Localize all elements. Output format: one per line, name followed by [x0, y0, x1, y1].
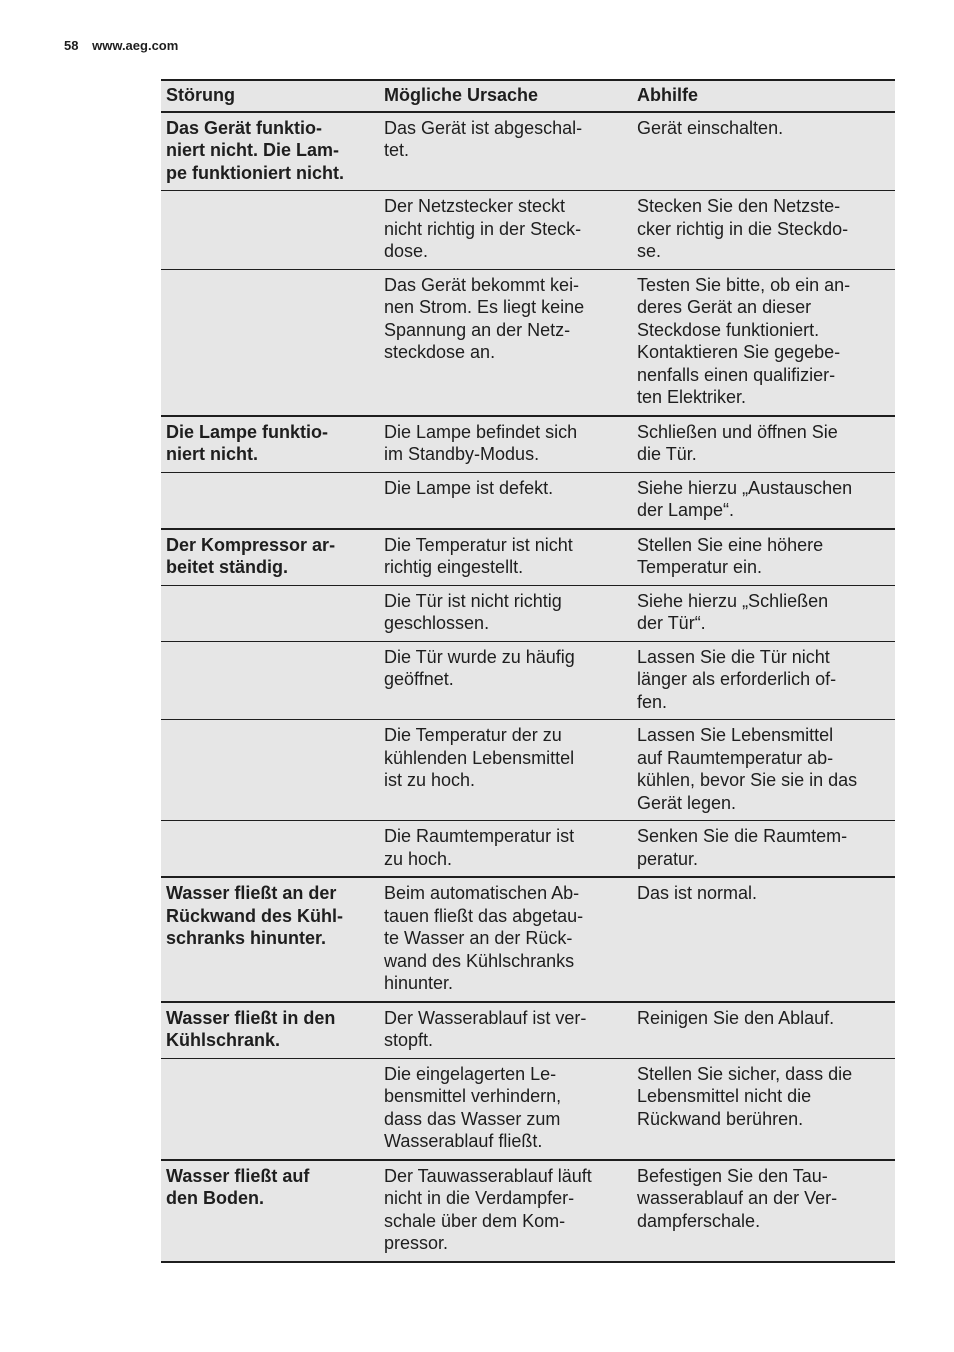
problem-line: den Boden.	[166, 1188, 264, 1208]
problem-cell	[161, 585, 379, 641]
cause-line: nicht in die Verdampfer-	[384, 1188, 575, 1208]
page-header	[64, 38, 178, 53]
cause-line: Die Raumtemperatur ist	[384, 826, 575, 846]
cause-line: hinunter.	[384, 973, 454, 993]
remedy-line: Schließen und öffnen Sie	[637, 421, 838, 442]
table-row	[161, 112, 895, 191]
cause-line: zu hoch.	[384, 848, 453, 869]
table-row	[161, 877, 895, 1002]
table-row	[161, 641, 895, 720]
remedy-cell	[632, 877, 895, 1002]
cause-line: kühlenden Lebensmittel	[384, 747, 575, 768]
problem-cell	[161, 720, 379, 821]
cause-line: wand des Kühlschranks	[384, 950, 575, 971]
problem-cell	[161, 1058, 379, 1160]
problem-cell	[161, 472, 379, 529]
cause-line: nen Strom. Es liegt keine	[384, 297, 585, 317]
cause-line: geschlossen.	[384, 613, 490, 633]
problem-line: beitet ständig.	[166, 557, 289, 577]
remedy-line: ten Elektriker.	[637, 387, 747, 407]
page-number: 58	[64, 38, 79, 53]
cause-cell	[379, 529, 632, 586]
table-row	[161, 585, 895, 641]
cause-cell	[379, 416, 632, 473]
remedy-cell	[632, 1160, 895, 1262]
cause-line: dose.	[384, 241, 429, 261]
cause-line: Der Netzstecker steckt	[384, 196, 566, 216]
cause-line: schale über dem Kom-	[384, 1210, 566, 1231]
cause-cell	[379, 1160, 632, 1262]
remedy-cell	[632, 585, 895, 641]
cause-cell	[379, 585, 632, 641]
cause-line: tet.	[384, 140, 410, 160]
cause-cell	[379, 720, 632, 821]
remedy-line: kühlen, bevor Sie sie in das	[637, 770, 858, 790]
column-header-cause: Mögliche Ursache	[379, 80, 632, 112]
cause-line: te Wasser an der Rück-	[384, 928, 573, 948]
cause-line: im Standby-Modus.	[384, 444, 540, 464]
problem-line: Kühlschrank.	[166, 1030, 281, 1050]
remedy-line: Kontaktieren Sie gegebe-	[637, 342, 841, 362]
cause-line: bensmittel verhindern,	[384, 1086, 562, 1106]
remedy-line: Reinigen Sie den Ablauf.	[637, 1007, 835, 1028]
problem-cell	[161, 416, 379, 473]
troubleshooting-table	[161, 79, 895, 1263]
table-row	[161, 1160, 895, 1262]
remedy-line: Temperatur ein.	[637, 557, 763, 577]
cause-line: steckdose an.	[384, 342, 496, 362]
remedy-cell	[632, 1002, 895, 1059]
table-row	[161, 191, 895, 270]
table-row	[161, 821, 895, 878]
problem-line: Wasser fließt in den	[166, 1007, 336, 1028]
problem-cell	[161, 641, 379, 720]
remedy-cell	[632, 416, 895, 473]
cause-line: Die eingelagerten Le-	[384, 1063, 557, 1084]
problem-cell	[161, 529, 379, 586]
remedy-cell	[632, 472, 895, 529]
cause-line: Die Temperatur der zu	[384, 725, 562, 745]
remedy-cell	[632, 641, 895, 720]
remedy-line: Siehe hierzu „Schließen	[637, 590, 829, 611]
cause-line: geöffnet.	[384, 669, 454, 689]
remedy-line: deres Gerät an dieser	[637, 297, 812, 317]
problem-cell	[161, 1160, 379, 1262]
remedy-cell	[632, 191, 895, 270]
cause-cell	[379, 877, 632, 1002]
remedy-line: cker richtig in die Steckdo-	[637, 218, 849, 239]
table-row	[161, 269, 895, 416]
problem-cell	[161, 269, 379, 416]
cause-line: Wasserablauf fließt.	[384, 1131, 543, 1151]
remedy-line: länger als erforderlich of-	[637, 669, 837, 689]
cause-line: Der Wasserablauf ist ver-	[384, 1007, 587, 1028]
site-url: www.aeg.com	[92, 38, 179, 53]
cause-line: Beim automatischen Ab-	[384, 883, 580, 903]
cause-cell	[379, 1002, 632, 1059]
cause-line: nicht richtig in der Steck-	[384, 218, 582, 239]
remedy-line: dampferschale.	[637, 1210, 761, 1231]
problem-line: Wasser fließt auf	[166, 1165, 310, 1186]
remedy-cell	[632, 1058, 895, 1160]
remedy-cell	[632, 112, 895, 191]
remedy-line: auf Raumtemperatur ab-	[637, 747, 834, 768]
problem-line: niert nicht. Die Lam-	[166, 140, 340, 160]
problem-line: Wasser fließt an der	[166, 883, 337, 903]
remedy-line: der Lampe“.	[637, 500, 735, 520]
table-row	[161, 472, 895, 529]
remedy-line: Siehe hierzu „Austauschen	[637, 477, 853, 498]
problem-line: pe funktioniert nicht.	[166, 162, 344, 183]
problem-cell	[161, 191, 379, 270]
remedy-line: Gerät einschalten.	[637, 117, 784, 138]
cause-line: Das Gerät ist abgeschal-	[384, 117, 583, 138]
cause-line: pressor.	[384, 1233, 449, 1253]
remedy-cell	[632, 821, 895, 878]
remedy-cell	[632, 529, 895, 586]
remedy-cell	[632, 269, 895, 416]
cause-line: richtig eingestellt.	[384, 557, 524, 577]
remedy-line: Befestigen Sie den Tau-	[637, 1165, 828, 1186]
remedy-line: wasserablauf an der Ver-	[637, 1188, 838, 1208]
remedy-line: Lassen Sie die Tür nicht	[637, 646, 830, 667]
cause-line: stopft.	[384, 1030, 434, 1050]
cause-cell	[379, 1058, 632, 1160]
remedy-cell	[632, 720, 895, 821]
table-header-row	[161, 80, 895, 112]
cause-line: dass das Wasser zum	[384, 1108, 561, 1129]
remedy-line: Gerät legen.	[637, 792, 737, 813]
remedy-line: Lassen Sie Lebensmittel	[637, 725, 834, 745]
remedy-line: Lebensmittel nicht die	[637, 1086, 812, 1106]
problem-cell	[161, 877, 379, 1002]
problem-cell	[161, 821, 379, 878]
table-row	[161, 416, 895, 473]
cause-cell	[379, 191, 632, 270]
cause-line: Die Tür wurde zu häufig	[384, 646, 575, 667]
cause-line: Spannung an der Netz-	[384, 319, 571, 340]
remedy-line: se.	[637, 241, 662, 261]
cause-line: Die Tür ist nicht richtig	[384, 590, 562, 611]
remedy-line: fen.	[637, 691, 668, 712]
remedy-line: Senken Sie die Raumtem-	[637, 826, 848, 846]
cause-line: Die Lampe befindet sich	[384, 421, 578, 442]
cause-line: Die Lampe ist defekt.	[384, 477, 554, 498]
remedy-line: peratur.	[637, 848, 699, 869]
table-body	[161, 112, 895, 1262]
cause-cell	[379, 269, 632, 416]
problem-line: Rückwand des Kühl-	[166, 905, 344, 926]
problem-line: Der Kompressor ar-	[166, 534, 336, 555]
problem-line: niert nicht.	[166, 444, 259, 464]
table-row	[161, 720, 895, 821]
cause-line: Die Temperatur ist nicht	[384, 534, 573, 555]
remedy-line: Stellen Sie eine höhere	[637, 534, 824, 555]
column-header-remedy: Abhilfe	[632, 80, 895, 112]
problem-line: schranks hinunter.	[166, 928, 327, 948]
remedy-line: die Tür.	[637, 444, 697, 464]
cause-line: Der Tauwasserablauf läuft	[384, 1165, 592, 1186]
remedy-line: Steckdose funktioniert.	[637, 319, 820, 340]
cause-cell	[379, 112, 632, 191]
remedy-line: Stellen Sie sicher, dass die	[637, 1063, 853, 1084]
table-row	[161, 1058, 895, 1160]
cause-line: tauen fließt das abgetau-	[384, 905, 584, 926]
problem-line: Das Gerät funktio-	[166, 117, 323, 138]
remedy-line: Testen Sie bitte, ob ein an-	[637, 274, 851, 295]
remedy-line: nenfalls einen qualifizier-	[637, 364, 836, 385]
remedy-line: Stecken Sie den Netzste-	[637, 196, 841, 216]
cause-cell	[379, 821, 632, 878]
problem-cell	[161, 112, 379, 191]
cause-line: Das Gerät bekommt kei-	[384, 274, 580, 295]
problem-cell	[161, 1002, 379, 1059]
remedy-line: Rückwand berühren.	[637, 1108, 804, 1129]
cause-line: ist zu hoch.	[384, 770, 476, 790]
remedy-line: der Tür“.	[637, 613, 706, 633]
problem-line: Die Lampe funktio-	[166, 421, 329, 442]
remedy-line: Das ist normal.	[637, 883, 758, 903]
column-header-problem: Störung	[161, 80, 379, 112]
table-row	[161, 1002, 895, 1059]
table-row	[161, 529, 895, 586]
cause-cell	[379, 641, 632, 720]
cause-cell	[379, 472, 632, 529]
